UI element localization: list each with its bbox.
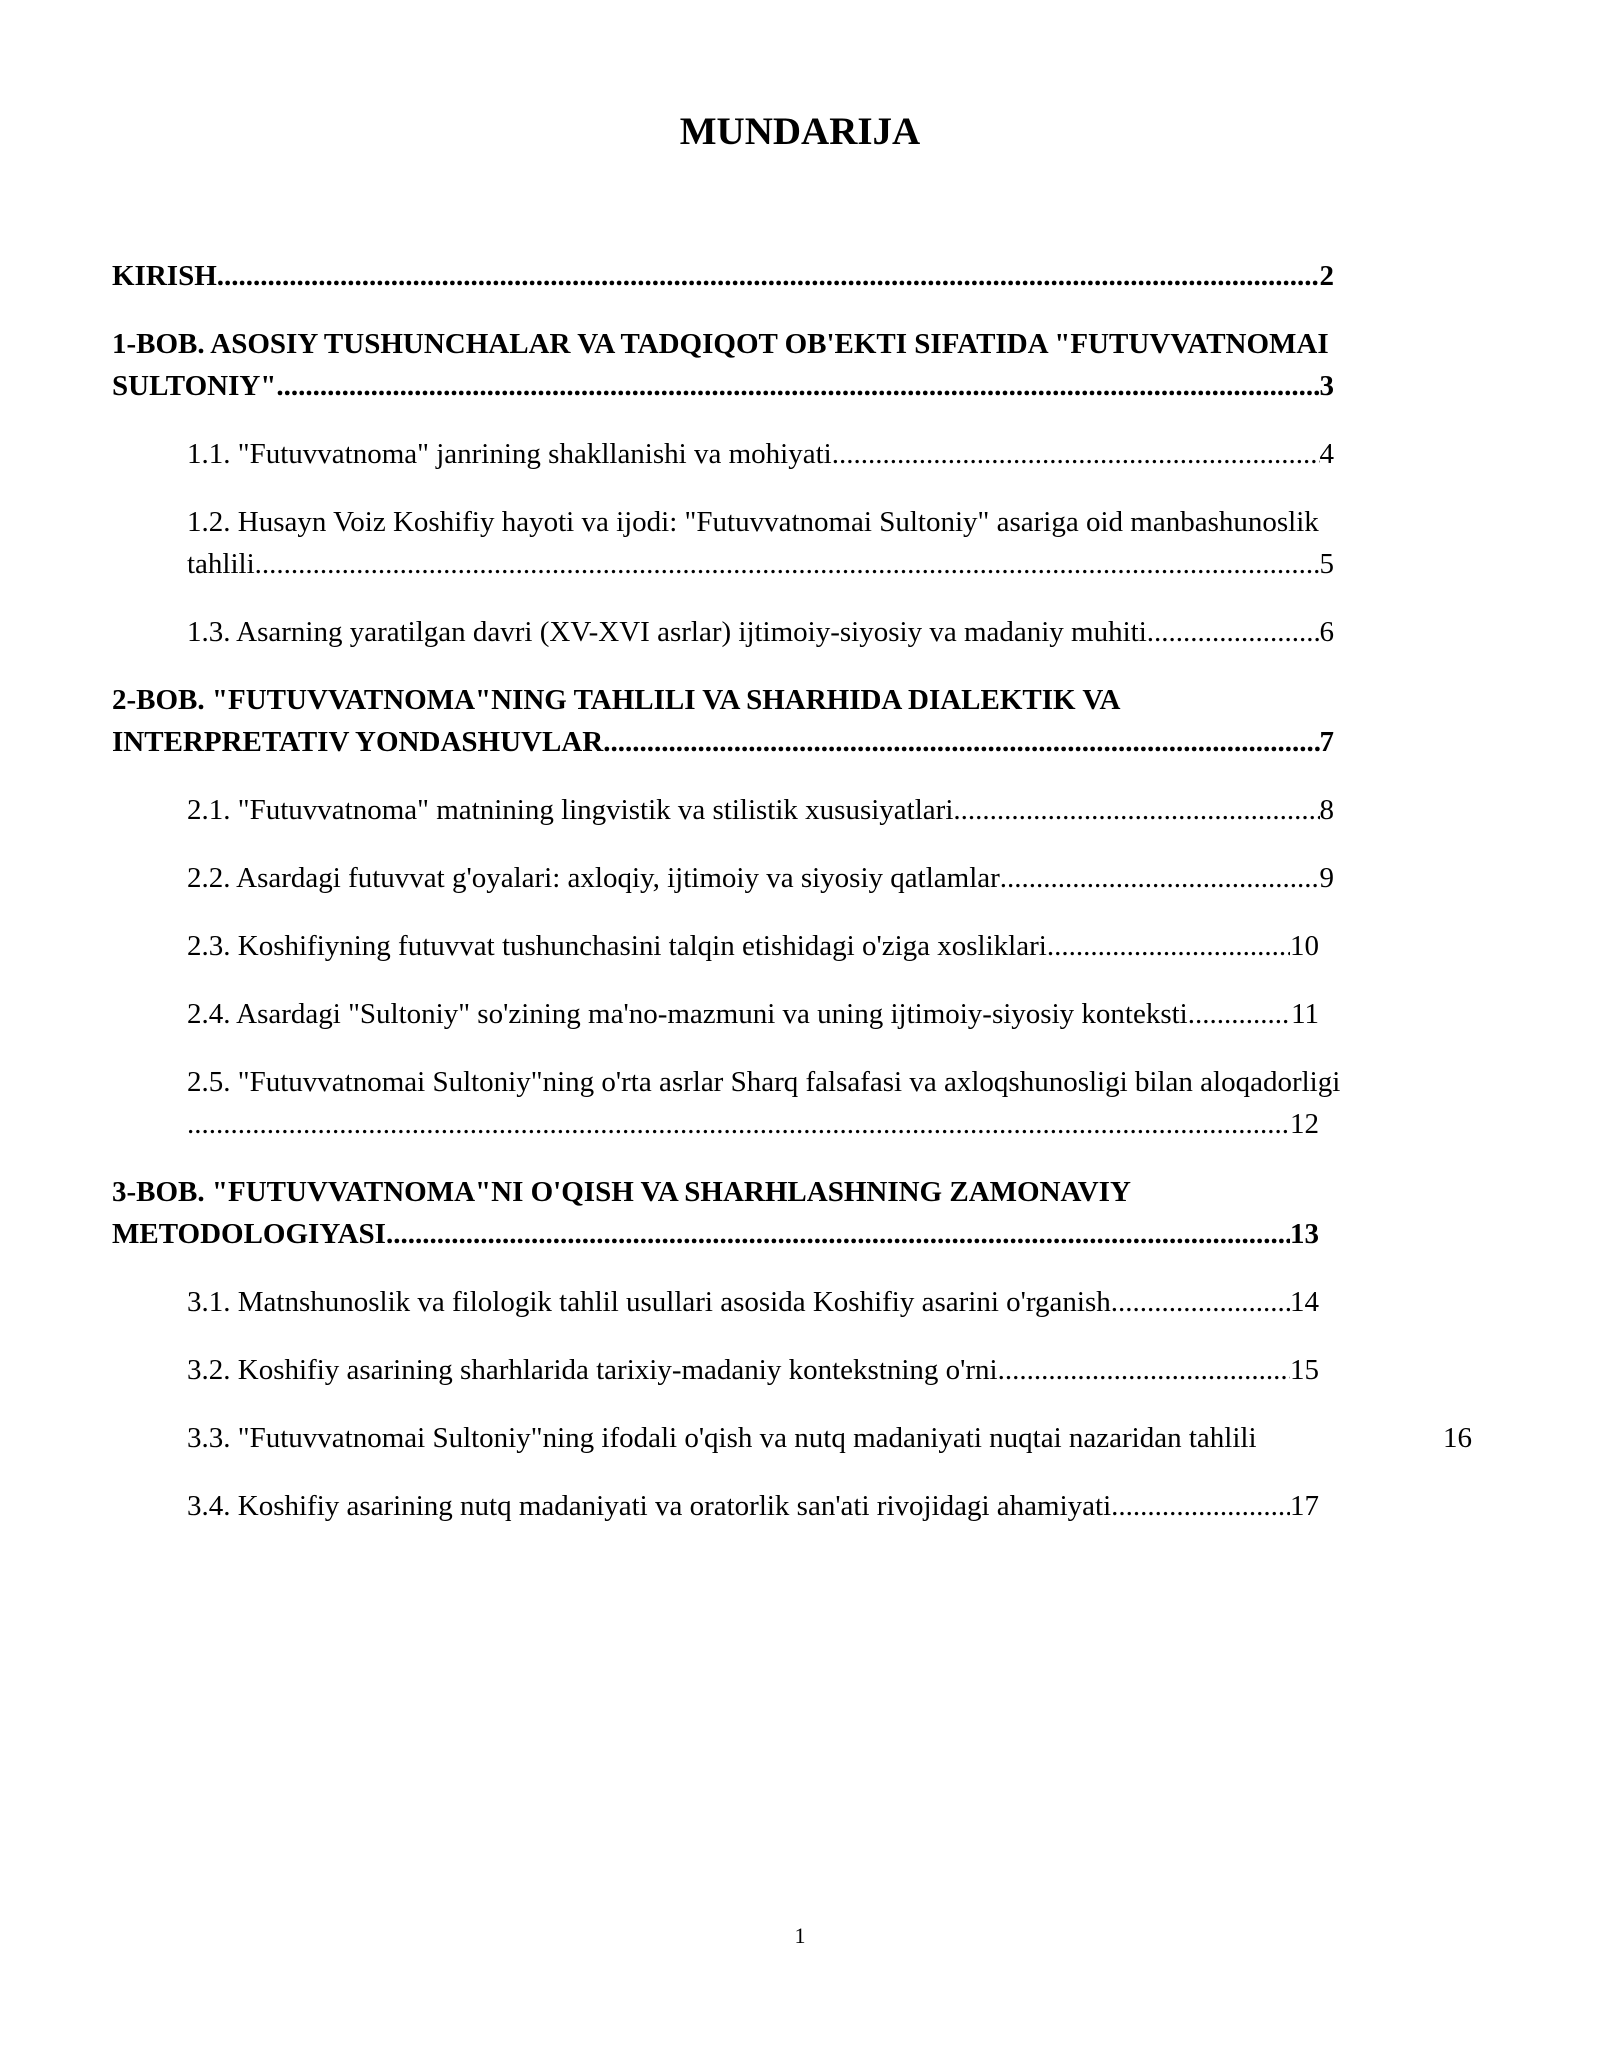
toc-page-number: 12: [1290, 1108, 1319, 1140]
toc-page-number: 14: [1290, 1286, 1319, 1318]
toc-page-number: 11: [1291, 998, 1319, 1030]
toc-page-number: 17: [1290, 1490, 1319, 1522]
toc-page-number: 6: [1319, 616, 1334, 648]
toc-page-number: 7: [1319, 726, 1334, 758]
toc-entry-2-5[interactable]: 2.5. "Futuvvatnomai Sultoniy"ning o'rta asrlar Sharq falsafasi va axloqshunosligi bilan aloqadorligi ..... 12: [187, 1061, 1477, 1145]
toc-entry-3-4[interactable]: 3.4. Koshifiy asarining nutq madaniyati va oratorlik san'ati rivojidagi ahamiyati ..... 17: [187, 1485, 1319, 1527]
toc-entry-1-3[interactable]: 1.3. Asarning yaratilgan davri (XV-XVI asrlar) ijtimoiy-siyosiy va madaniy muhiti ..... 6: [187, 611, 1334, 653]
toc-entry-2-4[interactable]: 2.4. Asardagi "Sultoniy" so'zining ma'no-mazmuni va uning ijtimoiy-siyosiy konteksti ..... 11: [187, 993, 1319, 1035]
toc-page-number: 13: [1290, 1218, 1319, 1250]
toc-entry-chapter-3[interactable]: 3-BOB. "FUTUVVATNOMA"NI O'QISH VA SHARHLASHNING ZAMONAVIY METODOLOGIYASI ..... 13: [112, 1171, 1319, 1255]
toc-page-number: 3: [1319, 370, 1334, 402]
toc-entry-2-2[interactable]: 2.2. Asardagi futuvvat g'oyalari: axloqiy, ijtimoiy va siyosiy qatlamlar ..... 9: [187, 857, 1334, 899]
table-of-contents: [112, 255, 1472, 1553]
footer-page-number: 1: [794, 1923, 806, 1948]
toc-entry-2-3[interactable]: 2.3. Koshifiyning futuvvat tushunchasini talqin etishidagi o'ziga xosliklari ..... 10: [187, 925, 1319, 967]
toc-page-number: 5: [1319, 548, 1334, 580]
toc-page-number: 16: [1443, 1422, 1472, 1454]
toc-entry-1-1[interactable]: 1.1. "Futuvvatnoma" janrining shakllanishi va mohiyati ..... 4: [187, 433, 1334, 475]
toc-entry-chapter-1[interactable]: 1-BOB. ASOSIY TUSHUNCHALAR VA TADQIQOT OB'EKTI SIFATIDA "FUTUVVATNOMAI SULTONIY" ..... 3: [112, 323, 1438, 407]
toc-entry-chapter-2[interactable]: 2-BOB. "FUTUVVATNOMA"NING TAHLILI VA SHARHIDA DIALEKTIK VA INTERPRETATIV YONDASHUVLAR ..... 7: [112, 679, 1334, 763]
toc-entry-2-1[interactable]: 2.1. "Futuvvatnoma" matnining lingvistik va stilistik xususiyatlari ..... 8: [187, 789, 1334, 831]
page-title: MUNDARIJA: [679, 110, 921, 153]
toc-entry-3-2[interactable]: 3.2. Koshifiy asarining sharhlarida tarixiy-madaniy kontekstning o'rni ..... 15: [187, 1349, 1319, 1391]
toc-entry-3-1[interactable]: 3.1. Matnshunoslik va filologik tahlil usullari asosida Koshifiy asarini o'rganish ..... 14: [187, 1281, 1319, 1323]
toc-entry-kirish[interactable]: KIRISH ..... 2: [112, 255, 1334, 297]
toc-page-number: 10: [1290, 930, 1319, 962]
toc-page-number: 2: [1319, 260, 1334, 292]
toc-entry-3-3[interactable]: 3.3. "Futuvvatnomai Sultoniy"ning ifodali o'qish va nutq madaniyati nuqtai nazaridan tahlili 16: [187, 1417, 1472, 1459]
toc-page-number: 9: [1319, 862, 1334, 894]
toc-page-number: 8: [1319, 794, 1334, 826]
toc-page-number: 15: [1290, 1354, 1319, 1386]
toc-entry-1-2[interactable]: 1.2. Husayn Voiz Koshifiy hayoti va ijodi: "Futuvvatnomai Sultoniy" asariga oid manbashunoslik tahlili ..... 5: [187, 501, 1477, 585]
toc-page-number: 4: [1319, 438, 1334, 470]
